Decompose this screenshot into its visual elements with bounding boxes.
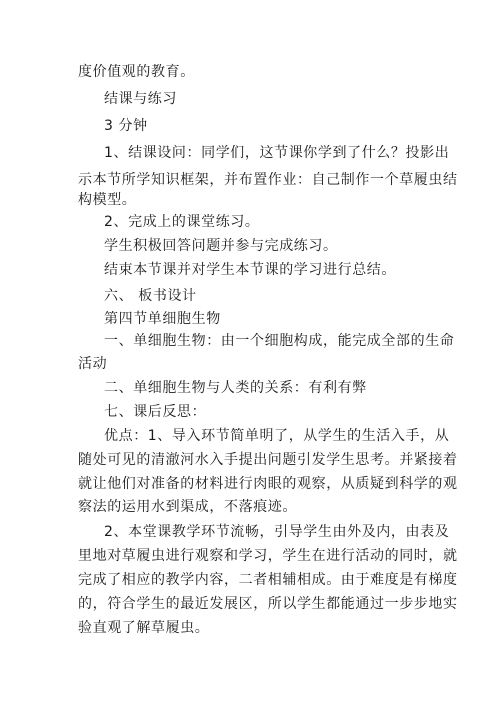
text-line: 度价值观的教育。 xyxy=(78,64,195,80)
text-line: 结束本节课并对学生本节课的学习进行总结。 xyxy=(104,262,396,278)
text-line: 构模型。 xyxy=(78,192,137,208)
text-line: 验直观了解草履虫。 xyxy=(78,620,210,636)
text-line: 就让他们对准备的材料进行肉眼的观察，从质疑到科学的观 xyxy=(78,476,458,492)
text-line: 察法的运用水到渠成，不落痕迹。 xyxy=(78,499,297,515)
section-heading: 七、课后反思： xyxy=(104,404,207,420)
text-line: 示本节所学知识框架，并布置作业：自己制作一个草履虫结 xyxy=(78,172,458,188)
text-line: 学生积极回答问题并参与完成练习。 xyxy=(104,238,338,254)
text-line: 第四节单细胞生物 xyxy=(104,311,221,327)
text-line: 一、单细胞生物：由一个细胞构成，能完成全部的生命 xyxy=(104,333,455,349)
text-line: 优点：1、导入环节简单明了，从学生的生活入手，从 xyxy=(104,428,450,444)
text-line: 二、单细胞生物与人类的关系：有利有弊 xyxy=(104,380,367,396)
text-line: 结课与练习 xyxy=(104,91,177,107)
text-line: 完成了相应的教学内容，二者相辅相成。由于难度是有梯度 xyxy=(78,572,458,588)
text-line: 活动 xyxy=(78,356,108,372)
text-line: 2、完成上的课堂练习。 xyxy=(104,214,260,230)
section-heading: 六、 板书设计 xyxy=(104,288,197,304)
text-line: 1、结课设问：同学们，这节课你学到了什么？投影出 xyxy=(104,145,450,161)
text-line: 3 分钟 xyxy=(104,118,148,134)
text-line: 2、本堂课教学环节流畅，引导学生由外及内，由表及 xyxy=(104,524,450,540)
text-line: 里地对草履虫进行观察和学习，学生在进行活动的同时，就 xyxy=(78,548,458,564)
text-line: 随处可见的清澈河水入手提出问题引发学生思考。并紧接着 xyxy=(78,452,458,468)
text-line: 的，符合学生的最近发展区，所以学生都能通过一步步地实 xyxy=(78,596,458,612)
